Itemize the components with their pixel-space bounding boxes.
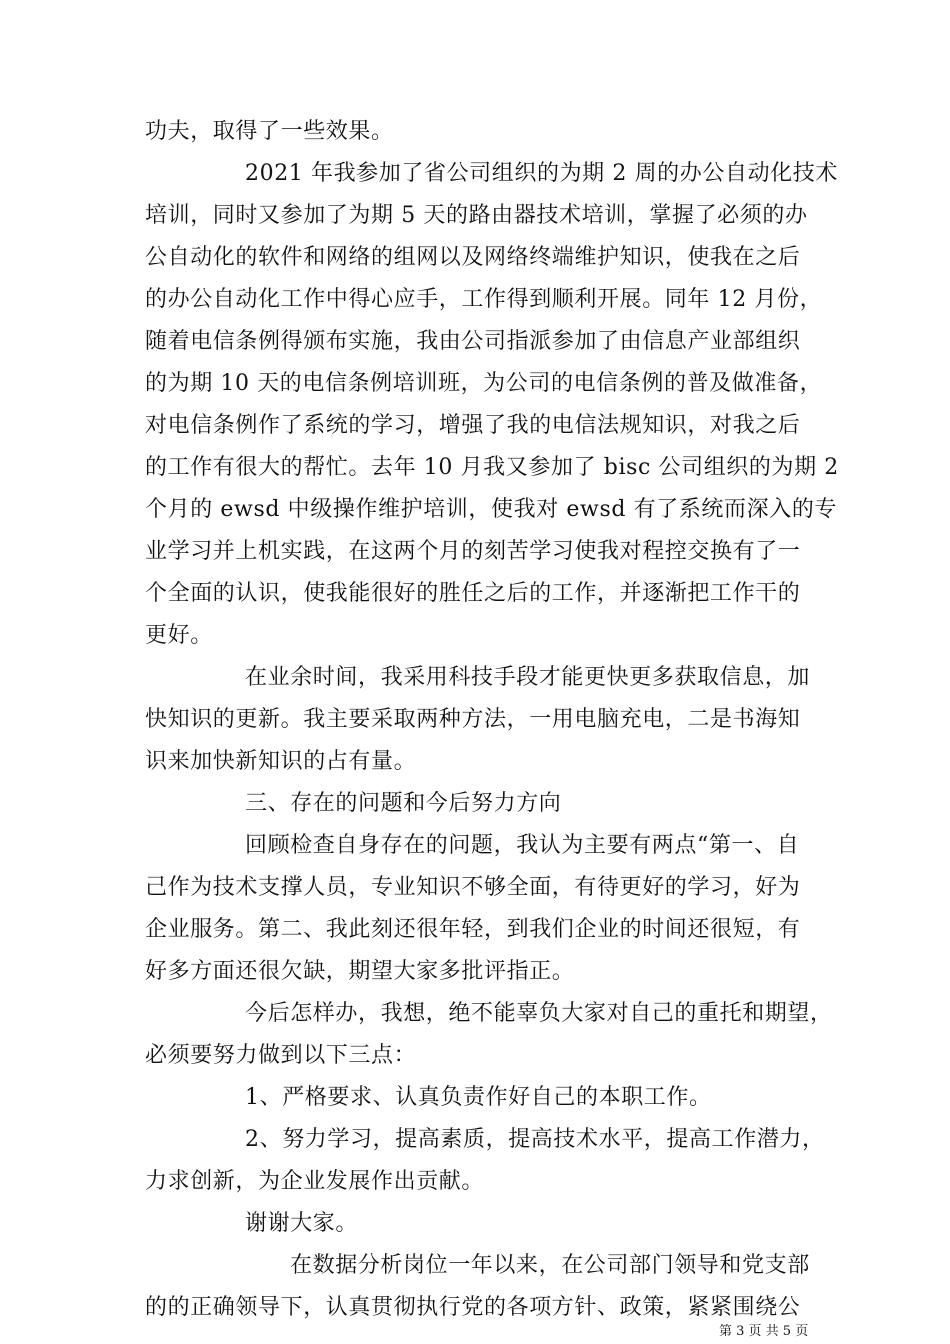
text-line: 必须要努力做到以下三点： <box>145 1043 417 1068</box>
text-line: 培训，同时又参加了为期 5 天的路由器技术培训，掌握了必须的办 <box>145 203 808 228</box>
text-line: 的的正确领导下，认真贯彻执行党的各项方针、政策，紧紧围绕公 <box>145 1295 801 1320</box>
page-number-footer: 第 3 页 共 5 页 <box>719 1324 809 1339</box>
text-line: 的工作有很大的帮忙。去年 10 月我又参加了 bisc 公司组织的为期 2 <box>145 455 839 480</box>
text-line: 个月的 ewsd 中级操作维护培训，使我对 ewsd 有了系统而深入的专 <box>145 497 838 522</box>
text-line: 2021 年我参加了省公司组织的为期 2 周的办公自动化技术 <box>245 161 838 186</box>
text-line: 在数据分析岗位一年以来，在公司部门领导和党支部 <box>290 1253 810 1278</box>
text-line: 的办公自动化工作中得心应手，工作得到顺利开展。同年 12 月份， <box>145 287 823 312</box>
text-line: 公自动化的软件和网络的组网以及网络终端维护知识，使我在之后 <box>145 245 801 270</box>
text-line: 谢谢大家。 <box>245 1211 359 1236</box>
text-line: 的为期 10 天的电信条例培训班，为公司的电信条例的普及做准备， <box>145 371 823 396</box>
text-line: 功夫，取得了一些效果。 <box>145 119 394 144</box>
text-line: 更好。 <box>145 623 213 648</box>
text-line: 回顾检查自身存在的问题，我认为主要有两点“第一、自 <box>245 833 800 858</box>
text-line: 业学习并上机实践，在这两个月的刻苦学习使我对程控交换有了一 <box>145 539 801 564</box>
text-line: 识来加快新知识的占有量。 <box>145 749 417 774</box>
text-line: 企业服务。第二、我此刻还很年轻，到我们企业的时间还很短，有 <box>145 917 801 942</box>
list-item: 2、努力学习，提高素质，提高技术水平，提高工作潜力， <box>245 1127 825 1152</box>
text-line: 力求创新，为企业发展作出贡献。 <box>145 1169 485 1194</box>
section-heading: 三、存在的问题和今后努力方向 <box>245 791 562 816</box>
text-line: 快知识的更新。我主要采取两种方法，一用电脑充电，二是书海知 <box>145 707 801 732</box>
text-line: 对电信条例作了系统的学习，增强了我的电信法规知识，对我之后 <box>145 413 801 438</box>
text-line: 个全面的认识，使我能很好的胜任之后的工作，并逐渐把工作干的 <box>145 581 801 606</box>
text-line: 己作为技术支撑人员，专业知识不够全面，有待更好的学习，好为 <box>145 875 801 900</box>
text-line: 今后怎样办，我想，绝不能辜负大家对自己的重托和期望， <box>245 1001 833 1026</box>
text-line: 随着电信条例得颁布实施，我由公司指派参加了由信息产业部组织 <box>145 329 801 354</box>
text-line: 在业余时间，我采用科技手段才能更快更多获取信息，加 <box>245 665 811 690</box>
text-line: 好多方面还很欠缺，期望大家多批评指正。 <box>145 959 575 984</box>
list-item: 1、严格要求、认真负责作好自己的本职工作。 <box>245 1085 712 1110</box>
